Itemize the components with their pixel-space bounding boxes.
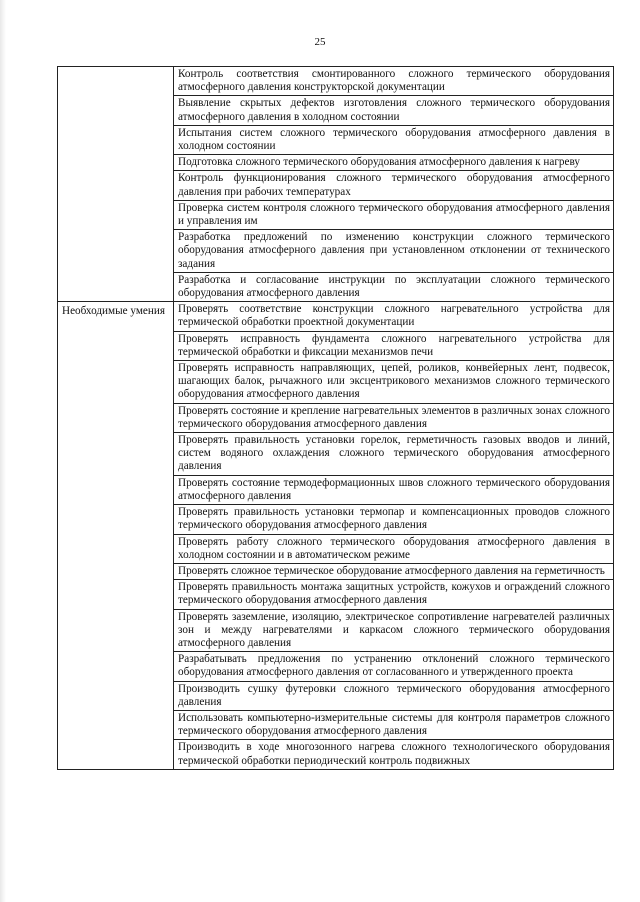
- table-cell-text: Контроль соответствия смонтированного сложного термического оборудования атмосферного давления конструкторской документации: [174, 67, 614, 96]
- table-row: [58, 302, 614, 331]
- table-cell-text: Проверять исправность фундамента сложного нагревательного устройства для термической обработки и фиксации механизмов печи: [174, 331, 614, 360]
- requirements-table: [57, 66, 614, 770]
- table-cell-text: Подготовка сложного термического оборудования атмосферного давления к нагреву: [174, 155, 614, 171]
- table-cell-text: Использовать компьютерно-измерительные системы для контроля параметров сложного термического оборудования атмосферного давления: [174, 710, 614, 739]
- table-cell-text: Проверять работу сложного термического оборудования атмосферного давления в холодном состоянии и в автоматическом режиме: [174, 534, 614, 563]
- table-cell-text: Проверять состояние термодеформационных швов сложного термического оборудования атмосферного давления: [174, 475, 614, 504]
- table-cell-text: Проверять правильность установки термопар и компенсационных проводов сложного термического оборудования атмосферного давления: [174, 505, 614, 534]
- table-cell-text: Контроль функционирования сложного термического оборудования атмосферного давления при рабочих температурах: [174, 171, 614, 200]
- section-label: [58, 67, 174, 302]
- table-cell-text: Производить сушку футеровки сложного термического оборудования атмосферного давления: [174, 681, 614, 710]
- table-cell-text: Разработка предложений по изменению конструкции сложного термического оборудования атмосферного давления при установленном отклонении от технического задания: [174, 230, 614, 273]
- table-cell-text: Разрабатывать предложения по устранению отклонений сложного термического оборудования атмосферного давления от согласованного и утвержденного проекта: [174, 652, 614, 681]
- table-cell-text: Разработка и согласование инструкции по эксплуатации сложного термического оборудования атмосферного давления: [174, 272, 614, 301]
- table-row: [58, 67, 614, 96]
- table-cell-text: Проверять заземление, изоляцию, электрическое сопротивление нагревателей различных зон и между нагревателями и каркасом сложного термического оборудования атмосферного давления: [174, 609, 614, 652]
- page-number: 25: [314, 36, 326, 48]
- table-cell-text: Производить в ходе многозонного нагрева сложного технологического оборудования термической обработки периодический контроль подвижных: [174, 740, 614, 769]
- table-body: [58, 67, 614, 770]
- table-cell-text: Испытания систем сложного термического оборудования атмосферного давления в холодном состоянии: [174, 125, 614, 154]
- section-label: Необходимые умения: [58, 302, 174, 770]
- table-cell-text: Проверка систем контроля сложного термического оборудования атмосферного давления и управления им: [174, 200, 614, 229]
- table-cell-text: Проверять исправность направляющих, цепей, роликов, конвейерных лент, подвесок, шагающих балок, рычажного или эксцентрикового механизмов сложного термического оборудования атмосферного давления: [174, 361, 614, 404]
- table-cell-text: Проверять соответствие конструкции сложного нагревательного устройства для термической обработки проектной документации: [174, 302, 614, 331]
- table-cell-text: Проверять состояние и крепление нагревательных элементов в различных зонах сложного термического оборудования атмосферного давления: [174, 403, 614, 432]
- table-cell-text: Проверять сложное термическое оборудование атмосферного давления на герметичность: [174, 563, 614, 579]
- table-cell-text: Проверять правильность монтажа защитных устройств, кожухов и ограждений сложного термического оборудования атмосферного давления: [174, 580, 614, 609]
- table-cell-text: Выявление скрытых дефектов изготовления сложного термического оборудования атмосферного давления в холодном состоянии: [174, 96, 614, 125]
- table-cell-text: Проверять правильность установки горелок, герметичность газовых вводов и линий, систем водяного охлаждения сложного термического оборудования атмосферного давления: [174, 433, 614, 476]
- scan-edge-shadow: [0, 0, 6, 902]
